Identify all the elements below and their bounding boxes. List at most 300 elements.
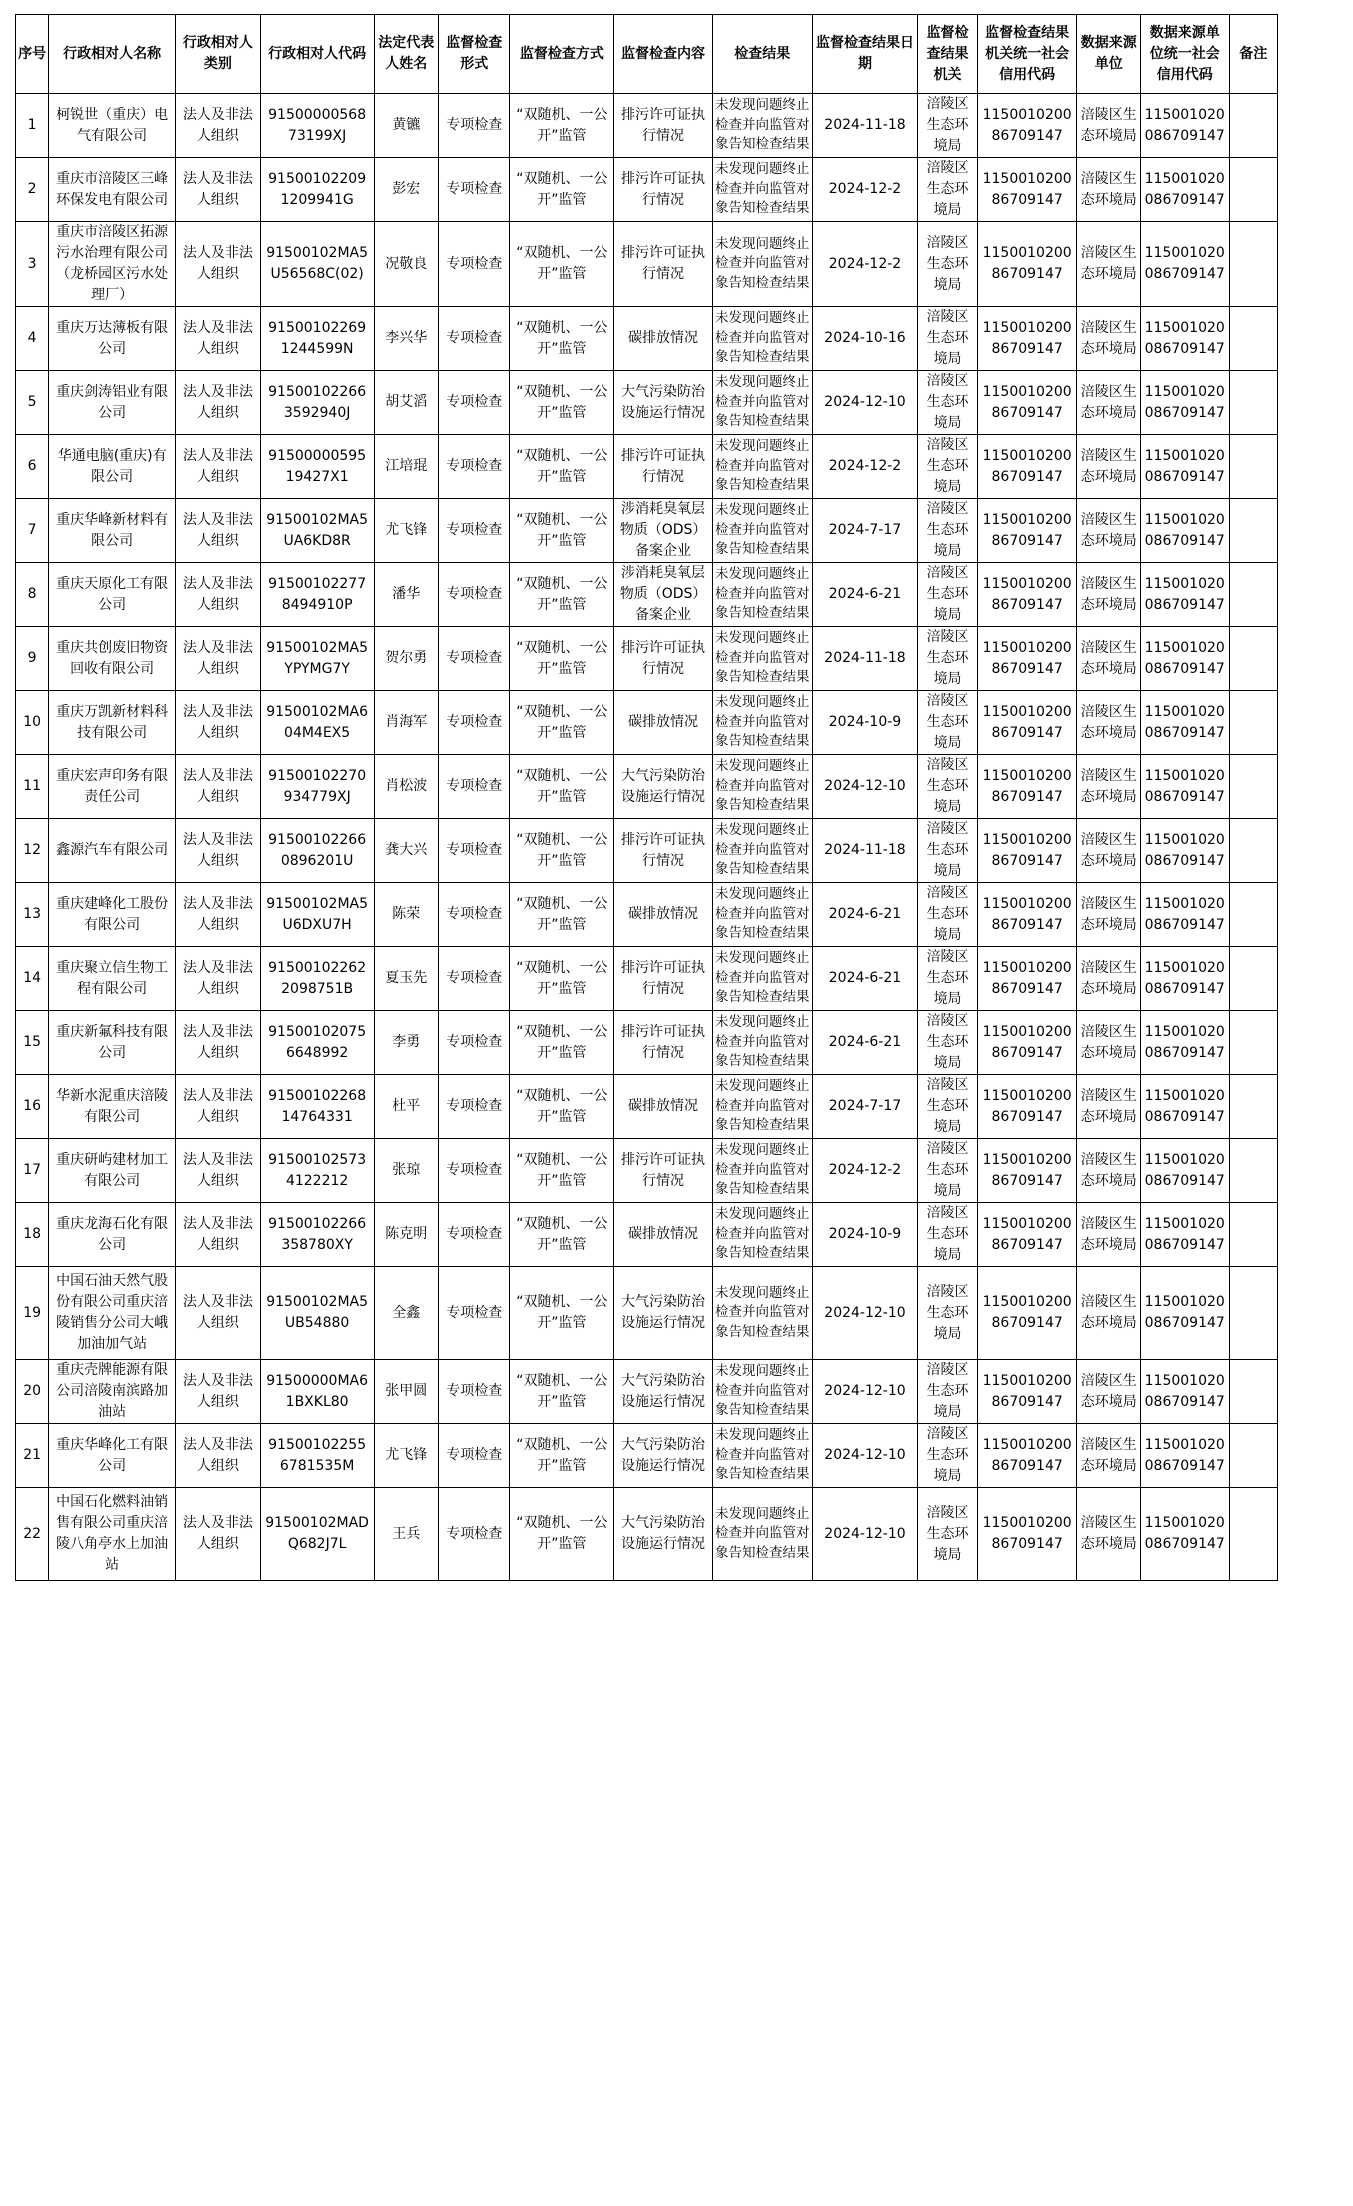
cell-legal-rep: 杜平 bbox=[374, 1075, 438, 1139]
cell-index: 13 bbox=[16, 883, 49, 947]
cell-source-unit: 涪陵区生态环境局 bbox=[1077, 1360, 1140, 1424]
cell-source-unit-code: 115001020086709147 bbox=[1140, 435, 1229, 499]
cell-legal-rep: 全鑫 bbox=[374, 1267, 438, 1360]
cell-legal-rep: 张琼 bbox=[374, 1139, 438, 1203]
cell-source-unit-code: 115001020086709147 bbox=[1140, 1424, 1229, 1488]
cell-party-name: 华新水泥重庆涪陵有限公司 bbox=[49, 1075, 176, 1139]
cell-source-unit: 涪陵区生态环境局 bbox=[1077, 1139, 1140, 1203]
cell-party-type: 法人及非法人组织 bbox=[176, 94, 261, 158]
header-source-unit: 数据来源单位 bbox=[1077, 15, 1140, 94]
table-row bbox=[16, 307, 1278, 371]
cell-index: 6 bbox=[16, 435, 49, 499]
cell-source-unit: 涪陵区生态环境局 bbox=[1077, 1011, 1140, 1075]
cell-note bbox=[1229, 947, 1277, 1011]
cell-party-name: 重庆研屿建材加工有限公司 bbox=[49, 1139, 176, 1203]
cell-party-name: 重庆宏声印务有限责任公司 bbox=[49, 755, 176, 819]
header-source-unit-code: 数据来源单位统一社会信用代码 bbox=[1140, 15, 1229, 94]
cell-inspection-form: 专项检查 bbox=[438, 499, 510, 563]
header-result: 检查结果 bbox=[712, 15, 812, 94]
cell-source-unit-code: 115001020086709147 bbox=[1140, 222, 1229, 307]
cell-result-date: 2024-6-21 bbox=[812, 563, 918, 627]
cell-inspection-form: 专项检查 bbox=[438, 691, 510, 755]
cell-legal-rep: 尤飞锋 bbox=[374, 499, 438, 563]
cell-inspection-method: “双随机、一公开”监管 bbox=[510, 1424, 614, 1488]
cell-party-name: 重庆市涪陵区三峰环保发电有限公司 bbox=[49, 158, 176, 222]
cell-inspection-method: “双随机、一公开”监管 bbox=[510, 499, 614, 563]
header-note: 备注 bbox=[1229, 15, 1277, 94]
cell-result-date: 2024-6-21 bbox=[812, 1011, 918, 1075]
cell-inspection-content: 排污许可证执行情况 bbox=[614, 1011, 713, 1075]
cell-result-org: 涪陵区生态环境局 bbox=[918, 563, 977, 627]
cell-source-unit: 涪陵区生态环境局 bbox=[1077, 947, 1140, 1011]
cell-party-code: 915001022622098751B bbox=[260, 947, 374, 1011]
cell-inspection-content: 碳排放情况 bbox=[614, 1075, 713, 1139]
cell-legal-rep: 况敬良 bbox=[374, 222, 438, 307]
cell-result: 未发现问题终止检查并向监管对象告知检查结果 bbox=[712, 158, 812, 222]
cell-party-name: 重庆龙海石化有限公司 bbox=[49, 1203, 176, 1267]
cell-party-code: 91500102MA5U6DXU7H bbox=[260, 883, 374, 947]
cell-legal-rep: 肖海军 bbox=[374, 691, 438, 755]
inspection-results-table bbox=[15, 14, 1278, 1581]
cell-result-org-code: 115001020086709147 bbox=[977, 435, 1077, 499]
cell-result-org-code: 115001020086709147 bbox=[977, 691, 1077, 755]
cell-index: 7 bbox=[16, 499, 49, 563]
cell-inspection-form: 专项检查 bbox=[438, 755, 510, 819]
header-inspection-method: 监督检查方式 bbox=[510, 15, 614, 94]
cell-party-name: 重庆壳牌能源有限公司涪陵南滨路加油站 bbox=[49, 1360, 176, 1424]
cell-party-code: 91500102MA5YPYMG7Y bbox=[260, 627, 374, 691]
cell-result-org: 涪陵区生态环境局 bbox=[918, 158, 977, 222]
cell-source-unit-code: 115001020086709147 bbox=[1140, 307, 1229, 371]
cell-inspection-method: “双随机、一公开”监管 bbox=[510, 819, 614, 883]
cell-result-org-code: 115001020086709147 bbox=[977, 1011, 1077, 1075]
cell-source-unit-code: 115001020086709147 bbox=[1140, 883, 1229, 947]
cell-result-org-code: 115001020086709147 bbox=[977, 1075, 1077, 1139]
cell-result-date: 2024-12-10 bbox=[812, 1360, 918, 1424]
cell-source-unit: 涪陵区生态环境局 bbox=[1077, 1424, 1140, 1488]
cell-inspection-form: 专项检查 bbox=[438, 1488, 510, 1581]
cell-index: 18 bbox=[16, 1203, 49, 1267]
cell-legal-rep: 黄镳 bbox=[374, 94, 438, 158]
cell-party-name: 重庆天原化工有限公司 bbox=[49, 563, 176, 627]
cell-inspection-content: 排污许可证执行情况 bbox=[614, 1139, 713, 1203]
cell-note bbox=[1229, 1488, 1277, 1581]
cell-result-org: 涪陵区生态环境局 bbox=[918, 1267, 977, 1360]
cell-index: 22 bbox=[16, 1488, 49, 1581]
cell-inspection-method: “双随机、一公开”监管 bbox=[510, 755, 614, 819]
cell-party-name: 重庆共创废旧物资回收有限公司 bbox=[49, 627, 176, 691]
cell-result-org-code: 115001020086709147 bbox=[977, 819, 1077, 883]
cell-legal-rep: 彭宏 bbox=[374, 158, 438, 222]
cell-inspection-form: 专项检查 bbox=[438, 158, 510, 222]
cell-inspection-form: 专项检查 bbox=[438, 1360, 510, 1424]
cell-note bbox=[1229, 307, 1277, 371]
cell-inspection-content: 碳排放情况 bbox=[614, 1203, 713, 1267]
cell-party-code: 9150000056873199XJ bbox=[260, 94, 374, 158]
cell-party-code: 91500102MADQ682J7L bbox=[260, 1488, 374, 1581]
cell-party-type: 法人及非法人组织 bbox=[176, 1424, 261, 1488]
cell-note bbox=[1229, 819, 1277, 883]
cell-source-unit: 涪陵区生态环境局 bbox=[1077, 94, 1140, 158]
cell-result-org: 涪陵区生态环境局 bbox=[918, 755, 977, 819]
cell-note bbox=[1229, 691, 1277, 755]
cell-source-unit: 涪陵区生态环境局 bbox=[1077, 1267, 1140, 1360]
cell-result-org: 涪陵区生态环境局 bbox=[918, 435, 977, 499]
cell-result-org: 涪陵区生态环境局 bbox=[918, 307, 977, 371]
cell-inspection-content: 大气污染防治设施运行情况 bbox=[614, 371, 713, 435]
cell-result-date: 2024-7-17 bbox=[812, 499, 918, 563]
cell-party-code: 915001022663592940J bbox=[260, 371, 374, 435]
cell-result: 未发现问题终止检查并向监管对象告知检查结果 bbox=[712, 435, 812, 499]
cell-result-org-code: 115001020086709147 bbox=[977, 1203, 1077, 1267]
cell-party-type: 法人及非法人组织 bbox=[176, 1139, 261, 1203]
cell-party-name: 重庆华峰新材料有限公司 bbox=[49, 499, 176, 563]
cell-legal-rep: 陈克明 bbox=[374, 1203, 438, 1267]
cell-result-org: 涪陵区生态环境局 bbox=[918, 627, 977, 691]
cell-result-org-code: 115001020086709147 bbox=[977, 755, 1077, 819]
cell-result-org-code: 115001020086709147 bbox=[977, 1139, 1077, 1203]
cell-party-type: 法人及非法人组织 bbox=[176, 627, 261, 691]
cell-inspection-content: 碳排放情况 bbox=[614, 307, 713, 371]
table-row bbox=[16, 222, 1278, 307]
cell-party-type: 法人及非法人组织 bbox=[176, 819, 261, 883]
cell-note bbox=[1229, 371, 1277, 435]
cell-result-date: 2024-12-10 bbox=[812, 1488, 918, 1581]
cell-source-unit: 涪陵区生态环境局 bbox=[1077, 499, 1140, 563]
cell-legal-rep: 尤飞锋 bbox=[374, 1424, 438, 1488]
cell-inspection-method: “双随机、一公开”监管 bbox=[510, 371, 614, 435]
table-row bbox=[16, 947, 1278, 1011]
cell-result-org-code: 115001020086709147 bbox=[977, 307, 1077, 371]
cell-result: 未发现问题终止检查并向监管对象告知检查结果 bbox=[712, 222, 812, 307]
cell-inspection-method: “双随机、一公开”监管 bbox=[510, 1203, 614, 1267]
cell-source-unit-code: 115001020086709147 bbox=[1140, 563, 1229, 627]
cell-result-org-code: 115001020086709147 bbox=[977, 883, 1077, 947]
cell-inspection-form: 专项检查 bbox=[438, 819, 510, 883]
cell-note bbox=[1229, 1424, 1277, 1488]
cell-inspection-method: “双随机、一公开”监管 bbox=[510, 1011, 614, 1075]
cell-result-date: 2024-12-10 bbox=[812, 755, 918, 819]
cell-result: 未发现问题终止检查并向监管对象告知检查结果 bbox=[712, 94, 812, 158]
cell-source-unit-code: 115001020086709147 bbox=[1140, 1011, 1229, 1075]
table-row bbox=[16, 1424, 1278, 1488]
cell-result-org: 涪陵区生态环境局 bbox=[918, 1075, 977, 1139]
cell-inspection-form: 专项检查 bbox=[438, 627, 510, 691]
cell-index: 11 bbox=[16, 755, 49, 819]
cell-result: 未发现问题终止检查并向监管对象告知检查结果 bbox=[712, 947, 812, 1011]
cell-source-unit: 涪陵区生态环境局 bbox=[1077, 371, 1140, 435]
header-result-org: 监督检查结果机关 bbox=[918, 15, 977, 94]
cell-inspection-content: 排污许可证执行情况 bbox=[614, 947, 713, 1011]
table-row bbox=[16, 435, 1278, 499]
cell-inspection-method: “双随机、一公开”监管 bbox=[510, 307, 614, 371]
cell-index: 17 bbox=[16, 1139, 49, 1203]
cell-party-type: 法人及非法人组织 bbox=[176, 1360, 261, 1424]
cell-result-date: 2024-12-2 bbox=[812, 158, 918, 222]
cell-party-name: 中国石化燃料油销售有限公司重庆涪陵八角亭水上加油站 bbox=[49, 1488, 176, 1581]
header-row bbox=[16, 15, 1278, 94]
cell-inspection-method: “双随机、一公开”监管 bbox=[510, 563, 614, 627]
cell-source-unit-code: 115001020086709147 bbox=[1140, 1139, 1229, 1203]
cell-index: 9 bbox=[16, 627, 49, 691]
cell-inspection-form: 专项检查 bbox=[438, 1011, 510, 1075]
table-row bbox=[16, 1139, 1278, 1203]
cell-result-org: 涪陵区生态环境局 bbox=[918, 819, 977, 883]
cell-inspection-content: 大气污染防治设施运行情况 bbox=[614, 1360, 713, 1424]
cell-inspection-form: 专项检查 bbox=[438, 883, 510, 947]
cell-result-org: 涪陵区生态环境局 bbox=[918, 1011, 977, 1075]
cell-inspection-content: 排污许可证执行情况 bbox=[614, 819, 713, 883]
cell-inspection-form: 专项检查 bbox=[438, 222, 510, 307]
cell-result-org: 涪陵区生态环境局 bbox=[918, 883, 977, 947]
cell-index: 21 bbox=[16, 1424, 49, 1488]
cell-inspection-form: 专项检查 bbox=[438, 1267, 510, 1360]
cell-inspection-method: “双随机、一公开”监管 bbox=[510, 1075, 614, 1139]
cell-inspection-method: “双随机、一公开”监管 bbox=[510, 627, 614, 691]
cell-party-code: 91500102MA5U56568C(02) bbox=[260, 222, 374, 307]
cell-result-org: 涪陵区生态环境局 bbox=[918, 691, 977, 755]
cell-result: 未发现问题终止检查并向监管对象告知检查结果 bbox=[712, 1488, 812, 1581]
cell-result-org-code: 115001020086709147 bbox=[977, 499, 1077, 563]
cell-source-unit-code: 115001020086709147 bbox=[1140, 1203, 1229, 1267]
cell-result-date: 2024-10-16 bbox=[812, 307, 918, 371]
cell-party-type: 法人及非法人组织 bbox=[176, 883, 261, 947]
cell-note bbox=[1229, 627, 1277, 691]
cell-result: 未发现问题终止检查并向监管对象告知检查结果 bbox=[712, 627, 812, 691]
cell-result-org-code: 115001020086709147 bbox=[977, 627, 1077, 691]
cell-party-name: 重庆万凯新材料科技有限公司 bbox=[49, 691, 176, 755]
cell-result-org-code: 115001020086709147 bbox=[977, 1488, 1077, 1581]
cell-note bbox=[1229, 1267, 1277, 1360]
cell-source-unit: 涪陵区生态环境局 bbox=[1077, 1488, 1140, 1581]
cell-result-org-code: 115001020086709147 bbox=[977, 158, 1077, 222]
cell-result-org-code: 115001020086709147 bbox=[977, 947, 1077, 1011]
cell-source-unit-code: 115001020086709147 bbox=[1140, 819, 1229, 883]
cell-note bbox=[1229, 563, 1277, 627]
cell-source-unit: 涪陵区生态环境局 bbox=[1077, 819, 1140, 883]
cell-inspection-content: 大气污染防治设施运行情况 bbox=[614, 1488, 713, 1581]
table-header bbox=[16, 15, 1278, 94]
cell-source-unit-code: 115001020086709147 bbox=[1140, 1360, 1229, 1424]
cell-party-type: 法人及非法人组织 bbox=[176, 563, 261, 627]
cell-inspection-method: “双随机、一公开”监管 bbox=[510, 158, 614, 222]
cell-source-unit: 涪陵区生态环境局 bbox=[1077, 307, 1140, 371]
cell-source-unit: 涪陵区生态环境局 bbox=[1077, 691, 1140, 755]
cell-party-code: 915001025734122212 bbox=[260, 1139, 374, 1203]
cell-result: 未发现问题终止检查并向监管对象告知检查结果 bbox=[712, 1424, 812, 1488]
cell-party-name: 重庆华峰化工有限公司 bbox=[49, 1424, 176, 1488]
header-inspection-form: 监督检查形式 bbox=[438, 15, 510, 94]
cell-legal-rep: 贺尔勇 bbox=[374, 627, 438, 691]
cell-inspection-method: “双随机、一公开”监管 bbox=[510, 1360, 614, 1424]
cell-party-name: 华通电脑(重庆)有限公司 bbox=[49, 435, 176, 499]
cell-source-unit-code: 115001020086709147 bbox=[1140, 947, 1229, 1011]
cell-result-org: 涪陵区生态环境局 bbox=[918, 1360, 977, 1424]
cell-inspection-method: “双随机、一公开”监管 bbox=[510, 1488, 614, 1581]
cell-party-name: 重庆市涪陵区拓源污水治理有限公司（龙桥园区污水处理厂） bbox=[49, 222, 176, 307]
cell-source-unit-code: 115001020086709147 bbox=[1140, 371, 1229, 435]
cell-result-date: 2024-12-10 bbox=[812, 371, 918, 435]
table-row bbox=[16, 158, 1278, 222]
table-row bbox=[16, 883, 1278, 947]
cell-result: 未发现问题终止检查并向监管对象告知检查结果 bbox=[712, 371, 812, 435]
cell-note bbox=[1229, 1075, 1277, 1139]
cell-party-name: 重庆万达薄板有限公司 bbox=[49, 307, 176, 371]
cell-inspection-content: 碳排放情况 bbox=[614, 691, 713, 755]
cell-result: 未发现问题终止检查并向监管对象告知检查结果 bbox=[712, 691, 812, 755]
cell-result-org: 涪陵区生态环境局 bbox=[918, 94, 977, 158]
table-row bbox=[16, 94, 1278, 158]
cell-result-org: 涪陵区生态环境局 bbox=[918, 371, 977, 435]
cell-source-unit-code: 115001020086709147 bbox=[1140, 1075, 1229, 1139]
cell-result: 未发现问题终止检查并向监管对象告知检查结果 bbox=[712, 1139, 812, 1203]
cell-party-code: 9150010226814764331 bbox=[260, 1075, 374, 1139]
cell-party-type: 法人及非法人组织 bbox=[176, 499, 261, 563]
cell-party-code: 915001022691244599N bbox=[260, 307, 374, 371]
cell-result-date: 2024-10-9 bbox=[812, 1203, 918, 1267]
cell-party-type: 法人及非法人组织 bbox=[176, 947, 261, 1011]
cell-inspection-content: 排污许可证执行情况 bbox=[614, 94, 713, 158]
cell-party-code: 915001022778494910P bbox=[260, 563, 374, 627]
cell-result-org: 涪陵区生态环境局 bbox=[918, 1203, 977, 1267]
cell-inspection-form: 专项检查 bbox=[438, 1075, 510, 1139]
cell-source-unit: 涪陵区生态环境局 bbox=[1077, 563, 1140, 627]
cell-source-unit: 涪陵区生态环境局 bbox=[1077, 222, 1140, 307]
cell-party-type: 法人及非法人组织 bbox=[176, 307, 261, 371]
cell-party-type: 法人及非法人组织 bbox=[176, 1011, 261, 1075]
cell-result-org: 涪陵区生态环境局 bbox=[918, 1424, 977, 1488]
cell-party-code: 91500102270934779XJ bbox=[260, 755, 374, 819]
cell-index: 20 bbox=[16, 1360, 49, 1424]
cell-inspection-method: “双随机、一公开”监管 bbox=[510, 94, 614, 158]
cell-result-org-code: 115001020086709147 bbox=[977, 1360, 1077, 1424]
cell-inspection-content: 涉消耗臭氧层物质（ODS）备案企业 bbox=[614, 563, 713, 627]
table-row bbox=[16, 1488, 1278, 1581]
cell-result: 未发现问题终止检查并向监管对象告知检查结果 bbox=[712, 307, 812, 371]
header-party-type: 行政相对人类别 bbox=[176, 15, 261, 94]
cell-note bbox=[1229, 1203, 1277, 1267]
table-row bbox=[16, 691, 1278, 755]
cell-party-name: 柯锐世（重庆）电气有限公司 bbox=[49, 94, 176, 158]
cell-party-code: 915001022660896201U bbox=[260, 819, 374, 883]
cell-result-org: 涪陵区生态环境局 bbox=[918, 1139, 977, 1203]
header-party-code: 行政相对人代码 bbox=[260, 15, 374, 94]
cell-party-name: 鑫源汽车有限公司 bbox=[49, 819, 176, 883]
cell-source-unit-code: 115001020086709147 bbox=[1140, 94, 1229, 158]
cell-inspection-form: 专项检查 bbox=[438, 94, 510, 158]
cell-index: 14 bbox=[16, 947, 49, 1011]
cell-source-unit: 涪陵区生态环境局 bbox=[1077, 1203, 1140, 1267]
cell-result-date: 2024-10-9 bbox=[812, 691, 918, 755]
cell-result: 未发现问题终止检查并向监管对象告知检查结果 bbox=[712, 1011, 812, 1075]
cell-party-type: 法人及非法人组织 bbox=[176, 691, 261, 755]
cell-party-code: 91500000MA61BXKL80 bbox=[260, 1360, 374, 1424]
cell-inspection-content: 排污许可证执行情况 bbox=[614, 435, 713, 499]
cell-inspection-form: 专项检查 bbox=[438, 371, 510, 435]
cell-index: 4 bbox=[16, 307, 49, 371]
cell-inspection-form: 专项检查 bbox=[438, 947, 510, 1011]
cell-legal-rep: 李兴华 bbox=[374, 307, 438, 371]
table-row bbox=[16, 627, 1278, 691]
header-result-date: 监督检查结果日期 bbox=[812, 15, 918, 94]
cell-inspection-method: “双随机、一公开”监管 bbox=[510, 691, 614, 755]
header-result-org-code: 监督检查结果机关统一社会信用代码 bbox=[977, 15, 1077, 94]
cell-result-date: 2024-12-2 bbox=[812, 222, 918, 307]
cell-legal-rep: 肖松波 bbox=[374, 755, 438, 819]
cell-inspection-content: 排污许可证执行情况 bbox=[614, 158, 713, 222]
cell-result-date: 2024-12-10 bbox=[812, 1267, 918, 1360]
cell-inspection-method: “双随机、一公开”监管 bbox=[510, 1267, 614, 1360]
table-row bbox=[16, 1011, 1278, 1075]
cell-inspection-method: “双随机、一公开”监管 bbox=[510, 947, 614, 1011]
table-row bbox=[16, 1203, 1278, 1267]
cell-result-org-code: 115001020086709147 bbox=[977, 563, 1077, 627]
cell-index: 16 bbox=[16, 1075, 49, 1139]
cell-result: 未发现问题终止检查并向监管对象告知检查结果 bbox=[712, 499, 812, 563]
cell-inspection-content: 碳排放情况 bbox=[614, 883, 713, 947]
cell-inspection-content: 大气污染防治设施运行情况 bbox=[614, 1267, 713, 1360]
cell-inspection-form: 专项检查 bbox=[438, 563, 510, 627]
cell-result-org: 涪陵区生态环境局 bbox=[918, 222, 977, 307]
cell-party-code: 91500102MA5UB54880 bbox=[260, 1267, 374, 1360]
table-row bbox=[16, 819, 1278, 883]
cell-source-unit-code: 115001020086709147 bbox=[1140, 1267, 1229, 1360]
table-row bbox=[16, 563, 1278, 627]
header-index: 序号 bbox=[16, 15, 49, 94]
cell-source-unit-code: 115001020086709147 bbox=[1140, 499, 1229, 563]
cell-party-code: 9150000059519427X1 bbox=[260, 435, 374, 499]
cell-source-unit: 涪陵区生态环境局 bbox=[1077, 1075, 1140, 1139]
cell-source-unit: 涪陵区生态环境局 bbox=[1077, 158, 1140, 222]
cell-result: 未发现问题终止检查并向监管对象告知检查结果 bbox=[712, 1360, 812, 1424]
cell-source-unit: 涪陵区生态环境局 bbox=[1077, 435, 1140, 499]
cell-result-org-code: 115001020086709147 bbox=[977, 1424, 1077, 1488]
cell-source-unit-code: 115001020086709147 bbox=[1140, 691, 1229, 755]
header-inspection-content: 监督检查内容 bbox=[614, 15, 713, 94]
cell-party-type: 法人及非法人组织 bbox=[176, 1075, 261, 1139]
cell-inspection-content: 大气污染防治设施运行情况 bbox=[614, 755, 713, 819]
cell-result-org-code: 115001020086709147 bbox=[977, 1267, 1077, 1360]
cell-party-type: 法人及非法人组织 bbox=[176, 755, 261, 819]
cell-result: 未发现问题终止检查并向监管对象告知检查结果 bbox=[712, 1267, 812, 1360]
cell-note bbox=[1229, 499, 1277, 563]
cell-result-date: 2024-11-18 bbox=[812, 94, 918, 158]
cell-inspection-content: 涉消耗臭氧层物质（ODS）备案企业 bbox=[614, 499, 713, 563]
header-party-name: 行政相对人名称 bbox=[49, 15, 176, 94]
cell-party-name: 重庆新氟科技有限公司 bbox=[49, 1011, 176, 1075]
cell-source-unit: 涪陵区生态环境局 bbox=[1077, 627, 1140, 691]
cell-index: 10 bbox=[16, 691, 49, 755]
cell-party-code: 915001022556781535M bbox=[260, 1424, 374, 1488]
cell-legal-rep: 胡艾滔 bbox=[374, 371, 438, 435]
cell-result-date: 2024-12-2 bbox=[812, 435, 918, 499]
cell-party-code: 915001020756648992 bbox=[260, 1011, 374, 1075]
cell-party-type: 法人及非法人组织 bbox=[176, 1488, 261, 1581]
cell-inspection-method: “双随机、一公开”监管 bbox=[510, 222, 614, 307]
cell-party-type: 法人及非法人组织 bbox=[176, 435, 261, 499]
cell-index: 8 bbox=[16, 563, 49, 627]
cell-note bbox=[1229, 1360, 1277, 1424]
cell-result-org-code: 115001020086709147 bbox=[977, 94, 1077, 158]
cell-index: 19 bbox=[16, 1267, 49, 1360]
cell-source-unit-code: 115001020086709147 bbox=[1140, 627, 1229, 691]
cell-party-code: 915001022091209941G bbox=[260, 158, 374, 222]
cell-result-date: 2024-7-17 bbox=[812, 1075, 918, 1139]
cell-inspection-content: 排污许可证执行情况 bbox=[614, 627, 713, 691]
cell-source-unit: 涪陵区生态环境局 bbox=[1077, 883, 1140, 947]
cell-party-type: 法人及非法人组织 bbox=[176, 158, 261, 222]
cell-result-date: 2024-6-21 bbox=[812, 883, 918, 947]
